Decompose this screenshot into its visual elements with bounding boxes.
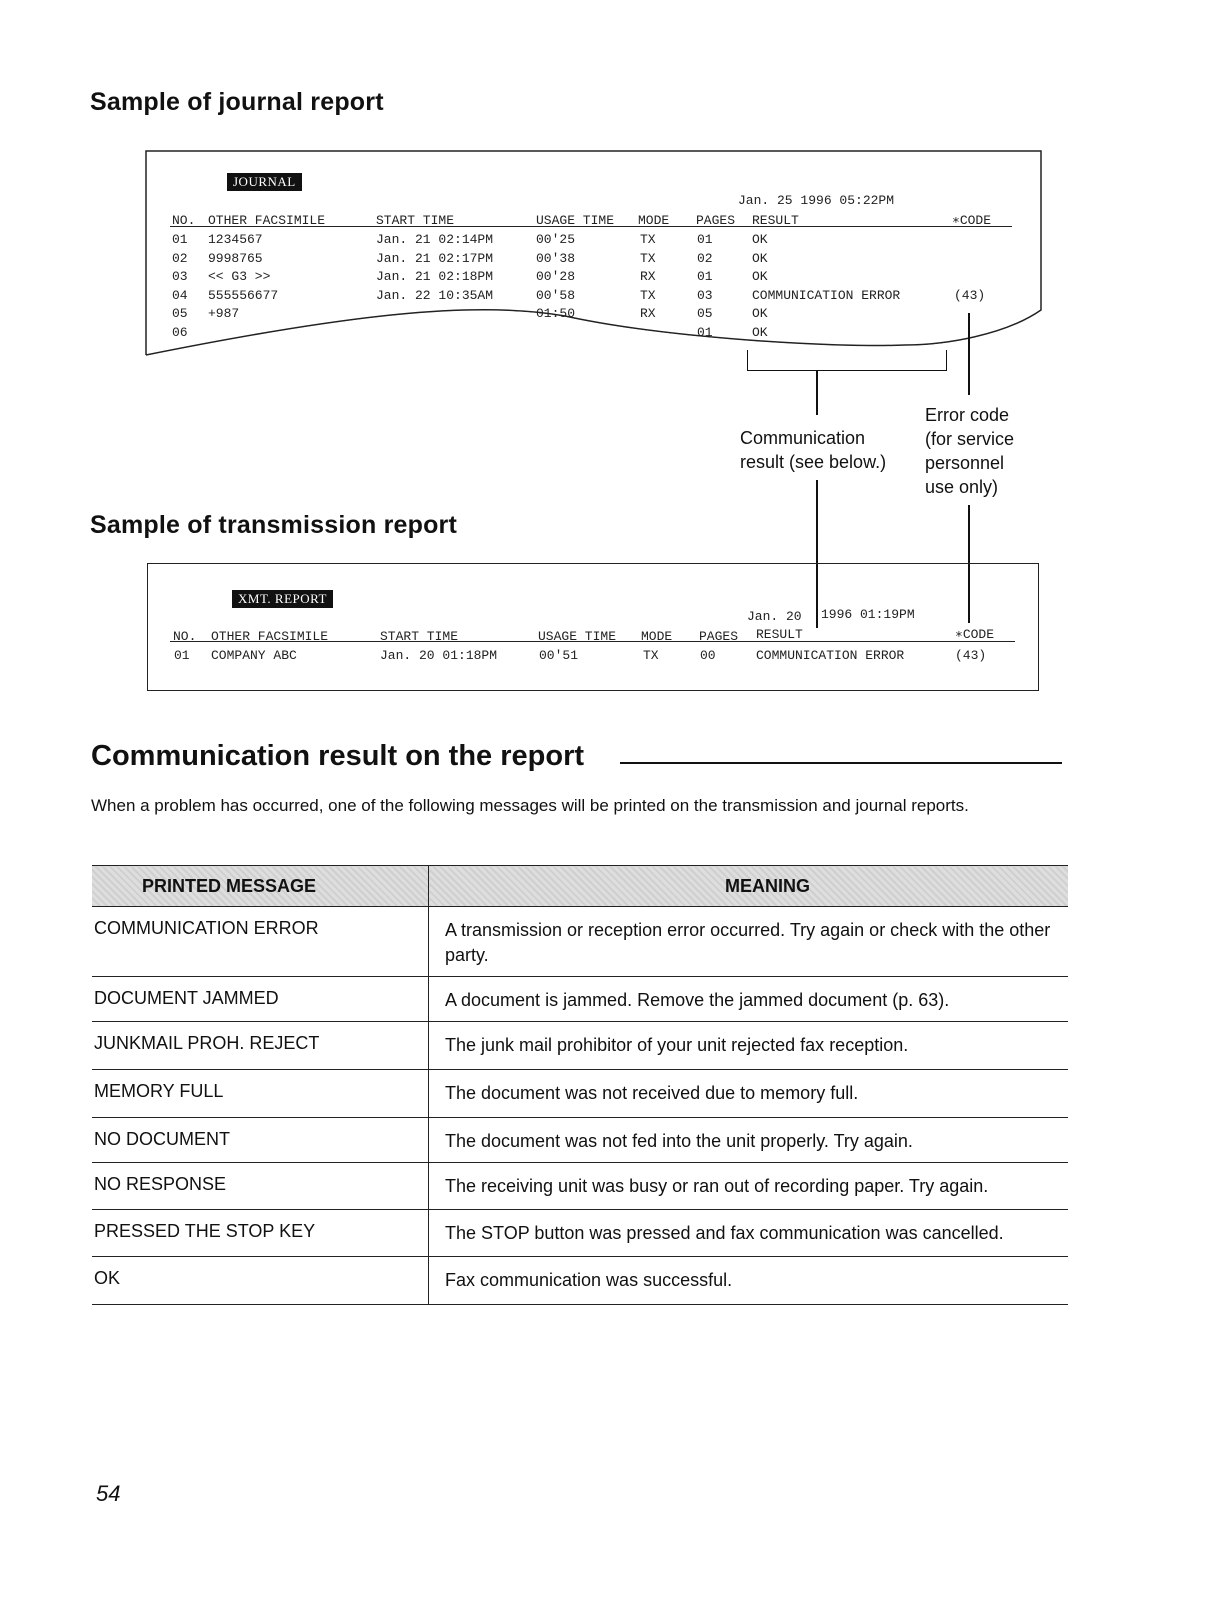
journal-row-other: +987	[208, 306, 240, 321]
message-meaning: The junk mail prohibitor of your unit rejected fax reception.	[429, 1022, 1069, 1070]
journal-row-start: Jan. 21 02:17PM	[376, 250, 494, 266]
printed-message: DOCUMENT JAMMED	[92, 977, 429, 1022]
result-leader-top	[816, 370, 818, 415]
journal-row-pages: 02	[697, 250, 713, 266]
journal-row-result: COMMUNICATION ERROR	[752, 287, 901, 303]
result-heading-rule	[620, 762, 1062, 764]
result-table-header	[92, 866, 1068, 907]
journal-col-pages: PAGES	[696, 213, 736, 228]
journal-col-result: RESULT	[752, 213, 799, 228]
communication-result-label-line2: result (see below.)	[740, 452, 887, 472]
error-code-label-line3: personnel	[925, 453, 1005, 473]
transmission-row-usage: 00'51	[539, 648, 579, 663]
transmission-row-other: COMPANY ABC	[211, 648, 297, 663]
transmission-row-no: 01	[174, 648, 190, 663]
journal-row-other: 1234567	[208, 232, 263, 247]
printed-message: NO RESPONSE	[92, 1163, 429, 1210]
journal-row-mode: TX	[640, 250, 656, 266]
transmission-row-pages: 00	[700, 648, 716, 663]
printed-message: COMMUNICATION ERROR	[92, 907, 429, 977]
journal-row-usage: 01:50	[536, 306, 576, 321]
printed-message: PRESSED THE STOP KEY	[92, 1210, 429, 1257]
transmission-col-start: START TIME	[380, 629, 459, 644]
error-code-label-line4: use only)	[925, 477, 999, 497]
table-row	[92, 1210, 1068, 1257]
journal-row-other: << G3 >>	[208, 269, 271, 284]
transmission-row-mode: TX	[643, 648, 659, 663]
col-printed-message: PRINTED MESSAGE	[92, 866, 429, 907]
journal-row-no: 04	[172, 287, 188, 303]
journal-row-no: 01	[172, 232, 188, 247]
journal-row-result: OK	[752, 232, 768, 247]
transmission-col-pages: PAGES	[699, 629, 739, 644]
table-row	[92, 977, 1068, 1022]
result-bracket	[747, 350, 947, 371]
journal-row-pages: 05	[697, 306, 713, 321]
journal-row-no: 06	[172, 324, 188, 340]
printed-message: OK	[92, 1257, 429, 1305]
result-heading: Communication result on the report	[91, 740, 585, 772]
journal-row-mode: TX	[640, 287, 656, 303]
transmission-heading: Sample of transmission report	[90, 511, 457, 539]
error-code-label-line2: (for service	[925, 429, 1015, 449]
transmission-date-b: 1996 01:19PM	[821, 607, 915, 622]
transmission-col-no: NO.	[173, 629, 197, 644]
printed-message: MEMORY FULL	[92, 1070, 429, 1118]
result-intro: When a problem has occurred, one of the following messages will be printed on the transmission and journal reports.	[91, 796, 969, 815]
journal-row-start: Jan. 21 02:14PM	[376, 232, 494, 247]
transmission-row-result: COMMUNICATION ERROR	[756, 648, 905, 663]
printed-message: NO DOCUMENT	[92, 1118, 429, 1163]
table-row	[92, 907, 1068, 977]
journal-row-start: Jan. 22 10:35AM	[376, 287, 494, 303]
journal-row-mode: TX	[640, 232, 656, 247]
table-row	[92, 1163, 1068, 1210]
journal-row-pages: 01	[697, 232, 713, 247]
journal-col-usage: USAGE TIME	[536, 213, 615, 228]
communication-result-label	[740, 426, 886, 474]
result-table	[92, 865, 1068, 1305]
journal-row-start: Jan. 21 02:18PM	[376, 269, 494, 284]
message-meaning: The receiving unit was busy or ran out of recording paper. Try again.	[429, 1163, 1069, 1210]
journal-row-mode: RX	[640, 306, 656, 321]
journal-col-start: START TIME	[376, 213, 455, 228]
journal-row-no: 05	[172, 306, 188, 321]
message-meaning: The document was not fed into the unit properly. Try again.	[429, 1118, 1069, 1163]
journal-row-result: OK	[752, 324, 768, 340]
transmission-col-result: RESULT	[756, 627, 803, 642]
transmission-row-code: (43)	[955, 648, 987, 663]
journal-row-pages: 01	[697, 269, 713, 284]
printed-message: JUNKMAIL PROH. REJECT	[92, 1022, 429, 1070]
table-row	[92, 1070, 1068, 1118]
table-row	[92, 1118, 1068, 1163]
journal-row-no: 03	[172, 269, 188, 284]
journal-row-usage: 00'25	[536, 232, 576, 247]
journal-row-other: 9998765	[208, 250, 263, 266]
transmission-date-a: Jan. 20	[747, 609, 802, 624]
journal-date: Jan. 25 1996 05:22PM	[738, 193, 895, 208]
transmission-row-start: Jan. 20 01:18PM	[380, 648, 498, 663]
journal-col-mode: MODE	[638, 213, 670, 228]
table-row	[92, 1022, 1068, 1070]
communication-result-label-line1: Communication	[740, 428, 866, 448]
page-number: 54	[96, 1481, 121, 1506]
journal-col-no: NO.	[172, 213, 196, 228]
journal-heading: Sample of journal report	[90, 88, 384, 116]
result-table-body	[92, 907, 1068, 1305]
code-leader-top	[968, 313, 970, 395]
journal-row-pages: 03	[697, 287, 713, 303]
message-meaning: A document is jammed. Remove the jammed document (p. 63).	[429, 977, 1069, 1022]
transmission-badge: XMT. REPORT	[232, 590, 333, 608]
transmission-col-code: ∗CODE	[955, 627, 995, 642]
message-meaning: The STOP button was pressed and fax communication was cancelled.	[429, 1210, 1069, 1257]
journal-row-usage: 00'28	[536, 269, 576, 284]
journal-row-result: OK	[752, 306, 768, 321]
journal-row-code: (43)	[954, 287, 986, 303]
journal-col-code: ∗CODE	[952, 213, 992, 228]
journal-row-mode: RX	[640, 269, 656, 284]
col-meaning: MEANING	[429, 866, 1069, 907]
message-meaning: The document was not received due to memory full.	[429, 1070, 1069, 1118]
journal-row-other: 555556677	[208, 287, 279, 303]
journal-row-result: OK	[752, 250, 768, 266]
journal-row-usage: 00'58	[536, 287, 576, 303]
error-code-label-line1: Error code	[925, 405, 1010, 425]
table-row	[92, 1257, 1068, 1305]
journal-col-other: OTHER FACSIMILE	[208, 213, 326, 228]
journal-row-result: OK	[752, 269, 768, 284]
message-meaning: A transmission or reception error occurred. Try again or check with the other party.	[429, 907, 1069, 977]
transmission-col-usage: USAGE TIME	[538, 629, 617, 644]
transmission-col-mode: MODE	[641, 629, 673, 644]
journal-row-pages: 01	[697, 324, 713, 340]
journal-row-usage: 00'38	[536, 250, 576, 266]
transmission-report-sheet	[147, 563, 1039, 691]
message-meaning: Fax communication was successful.	[429, 1257, 1069, 1305]
journal-badge: JOURNAL	[227, 173, 302, 191]
error-code-label	[925, 403, 1014, 499]
transmission-col-other: OTHER FACSIMILE	[211, 629, 329, 644]
journal-row-no: 02	[172, 250, 188, 266]
